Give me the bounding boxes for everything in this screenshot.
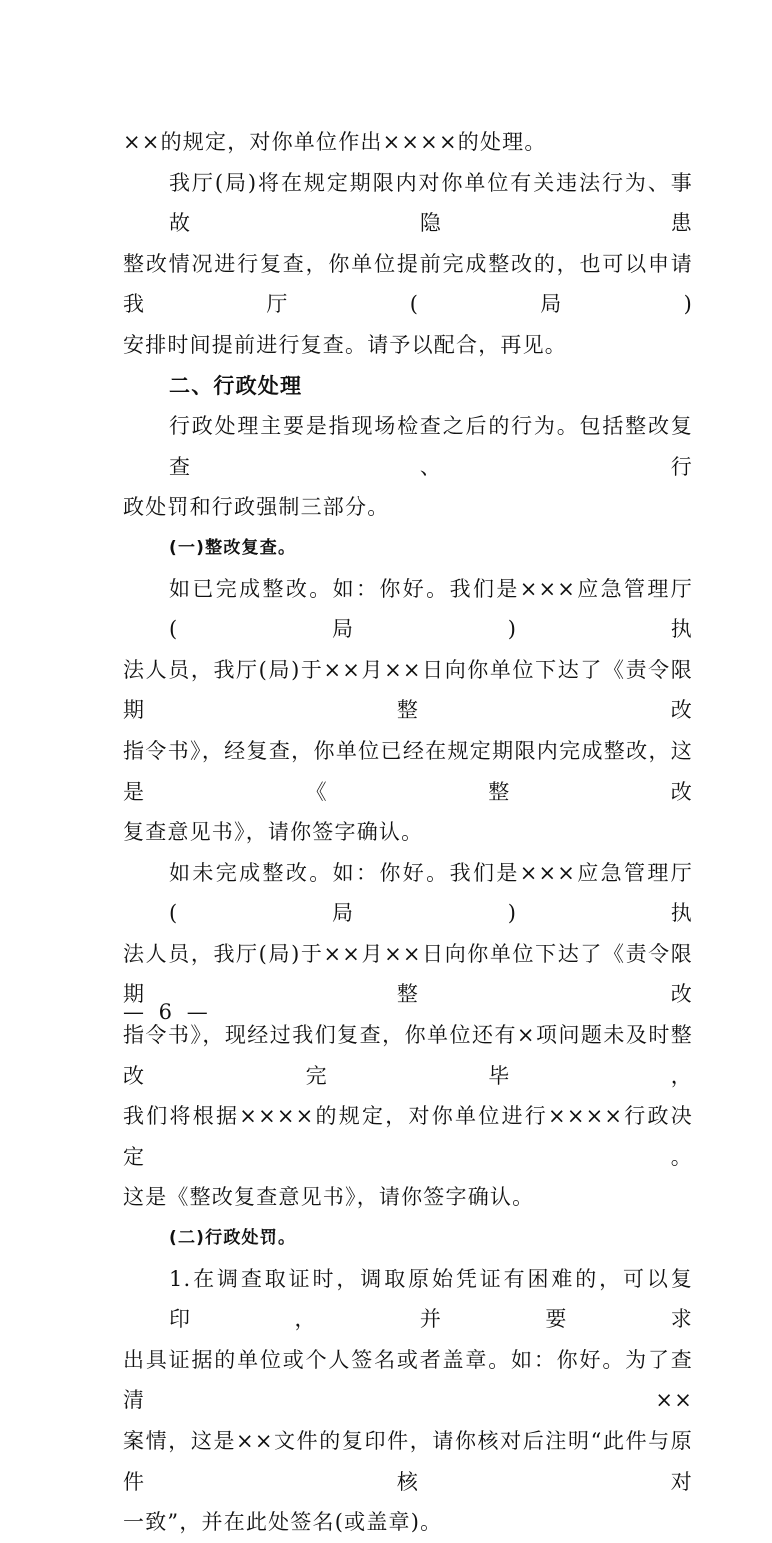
body-line: 我厅(局)将在规定期限内对你单位有关违法行为、事故隐患 [169,170,693,236]
body-line: 指令书》，经复查，你单位已经在规定期限内完成整改，这是《整改 [123,738,693,804]
body-line: 这是《整改复查意见书》，请你签字确认。 [123,1185,535,1210]
body-line: 出具证据的单位或个人签名或者盖章。如：你好。为了查清×× [123,1347,693,1413]
body-line: 法人员，我厅(局)于××月××日向你单位下达了《责令限期整改 [123,657,693,723]
body-line: 如已完成整改。如：你好。我们是×××应急管理厅(局)执 [169,576,693,642]
body-line: 复查意见书》，请你签字确认。 [123,820,424,845]
body-line: 行政处理主要是指现场检查之后的行为。包括整改复查、行 [169,414,693,479]
page-number: — 6 — [123,1000,212,1024]
subsection-heading: (二)行政处罚。 [169,1228,297,1249]
body-line: 案情，这是××文件的复印件，请你核对后注明“此件与原件核对 [123,1429,693,1494]
document-body [123,122,693,1543]
body-line: 如未完成整改。如：你好。我们是×××应急管理厅(局)执 [169,860,693,926]
body-line: 整改情况进行复查，你单位提前完成整改的，也可以申请我厅(局) [123,251,693,317]
body-line: 1.在调查取证时，调取原始凭证有困难的，可以复印，并要求 [169,1266,693,1332]
body-line: 我们将根据××××的规定，对你单位进行××××行政决定。 [123,1104,693,1169]
subsection-heading: (一)整改复查。 [169,537,297,558]
body-line: 一致”，并在此处签名(或盖章)。 [123,1510,443,1535]
section-heading: 二、行政处理 [169,373,303,398]
body-line: 政处罚和行政强制三部分。 [123,495,390,520]
body-line: 安排时间提前进行复查。请予以配合，再见。 [123,332,567,357]
body-line: 指令书》，现经过我们复查，你单位还有×项问题未及时整改完毕， [123,1023,693,1088]
body-line: 法人员，我厅(局)于××月××日向你单位下达了《责令限期整改 [123,941,693,1007]
body-line: ××的规定，对你单位作出××××的处理。 [123,130,547,154]
